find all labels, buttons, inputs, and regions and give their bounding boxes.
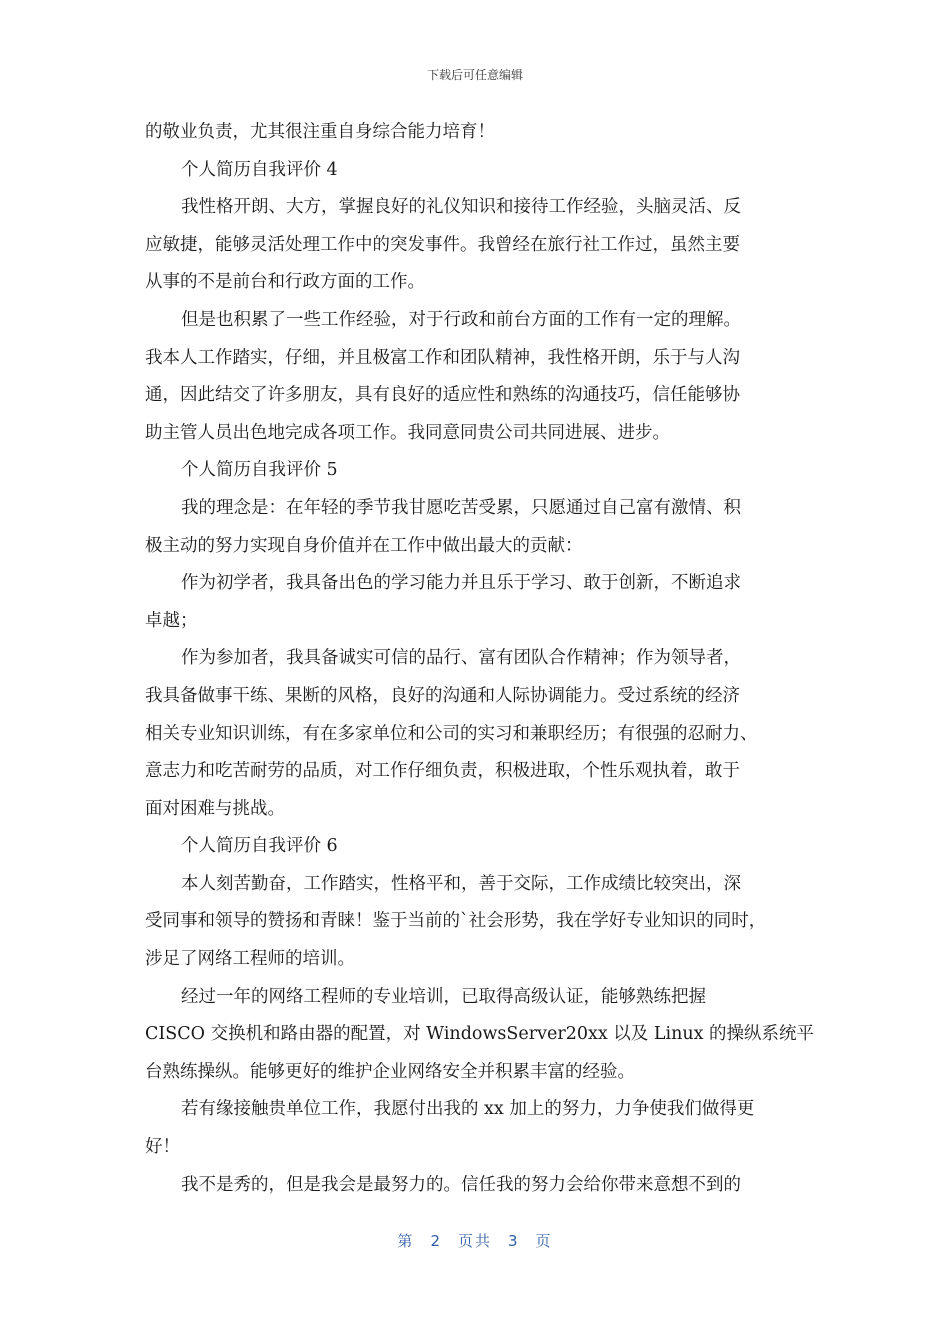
text-line: 作为初学者，我具备出色的学习能力并且乐于学习、敢于创新，不断追求: [181, 573, 741, 594]
text-line: 涉足了网络工程师的培训。: [145, 949, 355, 970]
text-line: 极主动的努力实现自身价值并在工作中做出最大的贡献：: [145, 535, 583, 556]
text-line: 受同事和领导的赞扬和青睐！鉴于当前的`社会形势，我在学好专业知识的同时，: [145, 911, 767, 932]
section-heading: 个人简历自我评价 4: [181, 159, 338, 180]
text-line: 我具备做事干练、果断的风格，良好的沟通和人际协调能力。受过系统的经济: [145, 685, 740, 706]
text-line: 作为参加者，我具备诚实可信的品行、富有团队合作精神；作为领导者，: [181, 648, 741, 669]
text-line: 我不是秀的，但是我会是最努力的。信任我的努力会给你带来意想不到的: [181, 1174, 741, 1195]
footer-prefix: 第: [397, 1232, 415, 1250]
text-line: 若有缘接触贵单位工作，我愿付出我的 xx 加上的努力，力争使我们做得更: [181, 1099, 755, 1120]
current-page-number: 2: [430, 1232, 442, 1250]
text-line: 卓越；: [145, 610, 198, 631]
text-line: 台熟练操纵。能够更好的维护企业网络安全并积累丰富的经验。: [145, 1061, 635, 1082]
text-line: 本人刻苦勤奋，工作踏实，性格平和，善于交际，工作成绩比较突出，深: [181, 873, 741, 894]
total-pages-number: 3: [508, 1232, 520, 1250]
text-line: 通，因此结交了许多朋友，具有良好的适应性和熟练的沟通技巧，信任能够协: [145, 385, 740, 406]
page-header: 下载后可任意编辑: [426, 68, 523, 82]
text-line: 好！: [145, 1137, 180, 1158]
text-line: 助主管人员出色地完成各项工作。我同意同贵公司共同进展、进步。: [145, 422, 670, 443]
text-line: 我性格开朗、大方，掌握良好的礼仪知识和接待工作经验，头脑灵活、反: [181, 197, 741, 218]
text-line: 的敬业负责，尤其很注重自身综合能力培育！: [145, 122, 495, 142]
page-number-footer: [0, 1230, 950, 1251]
text-line: CISCO 交换机和路由器的配置，对 WindowsServer20xx 以及 Linux 的操纵系统平: [145, 1024, 815, 1045]
text-line: 应敏捷，能够灵活处理工作中的突发事件。我曾经在旅行社工作过，虽然主要: [145, 234, 740, 255]
section-heading: 个人简历自我评价 6: [181, 836, 338, 857]
footer-middle: 页共: [457, 1232, 492, 1250]
text-line: 相关专业知识训练，有在多家单位和公司的实习和兼职经历；有很强的忍耐力、: [145, 723, 758, 744]
text-line: 我本人工作踏实，仔细，并且极富工作和团队精神，我性格开朗，乐于与人沟: [145, 347, 740, 368]
section-heading: 个人简历自我评价 5: [181, 460, 338, 481]
text-line: 我的理念是：在年轻的季节我甘愿吃苦受累，只愿通过自己富有激情、积: [181, 497, 741, 518]
text-line: 但是也积累了一些工作经验，对于行政和前台方面的工作有一定的理解。: [181, 309, 741, 330]
text-line: 意志力和吃苦耐劳的品质，对工作仔细负责，积极进取，个性乐观执着，敢于: [145, 761, 740, 782]
footer-suffix: 页: [535, 1232, 553, 1250]
text-line: 面对困难与挑战。: [145, 798, 285, 819]
text-line: 经过一年的网络工程师的专业培训，已取得高级认证，能够熟练把握: [181, 986, 706, 1007]
text-line: 从事的不是前台和行政方面的工作。: [145, 272, 425, 293]
document-body: [145, 114, 815, 1204]
